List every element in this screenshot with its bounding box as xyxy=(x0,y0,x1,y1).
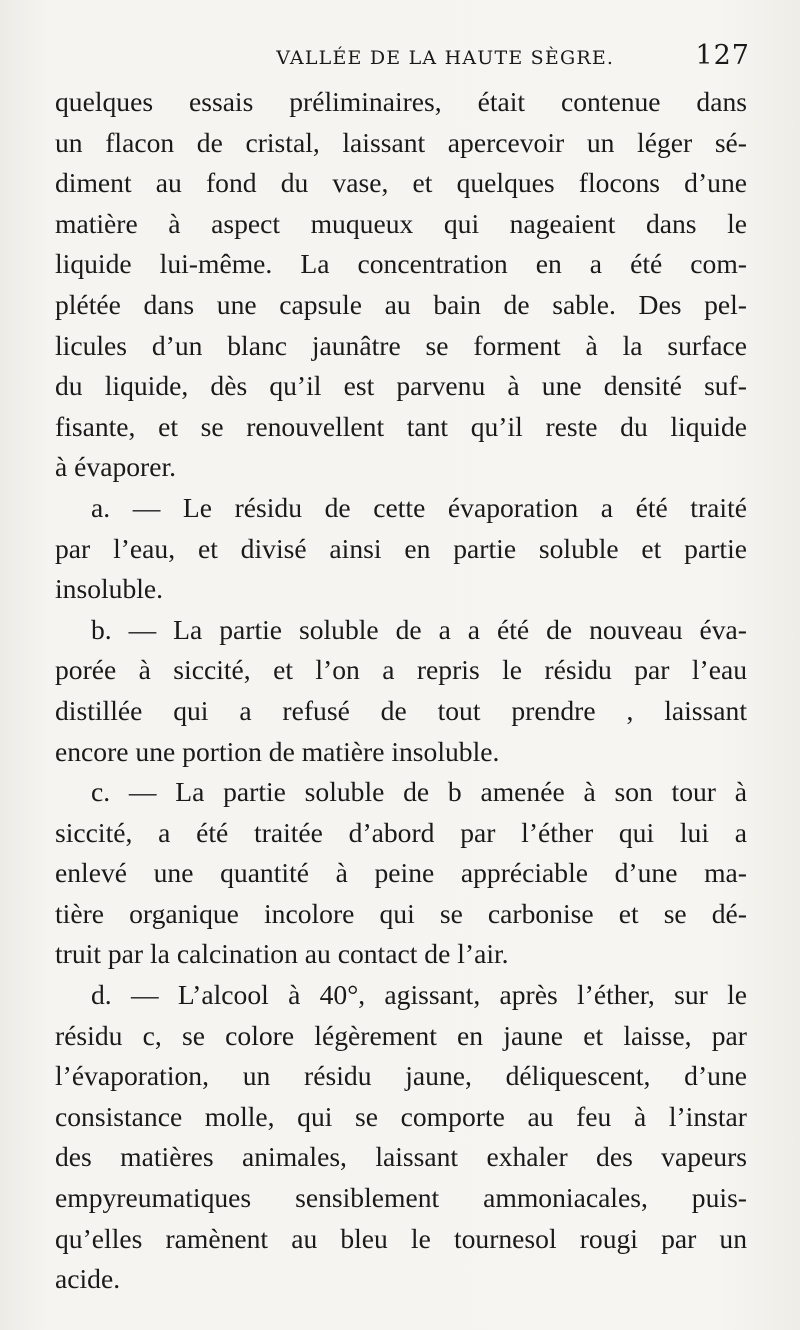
text-line: consistance molle, qui se comporte au feu à l’instar xyxy=(55,1100,747,1132)
running-head: VALLÉE DE LA HAUTE SÈGRE. xyxy=(276,47,615,69)
text-line: des matières animales, laissant exhaler des vapeurs xyxy=(55,1141,747,1173)
text-line: truit par la calcination au contact de l’air. xyxy=(55,938,509,970)
body-text xyxy=(55,82,747,1300)
text-line: liquide lui-même. La concentration en a été com- xyxy=(55,248,747,280)
text-line: tière organique incolore qui se carbonise et se dé- xyxy=(55,897,747,929)
text-line: un flacon de cristal, laissant apercevoir un léger sé- xyxy=(55,126,747,158)
text-line: fisante, et se renouvellent tant qu’il reste du liquide xyxy=(55,410,747,442)
text-line: distillée qui a refusé de tout prendre , laissant xyxy=(55,694,747,726)
text-line: encore une portion de matière insoluble. xyxy=(55,735,500,767)
text-line: siccité, a été traitée d’abord par l’éther qui lui a xyxy=(55,816,747,848)
text-line: matière à aspect muqueux qui nageaient dans le xyxy=(55,207,747,239)
page-header xyxy=(55,40,750,72)
text-line: par l’eau, et divisé ainsi en partie soluble et partie xyxy=(55,532,747,564)
text-line: b. — La partie soluble de a a été de nouveau éva- xyxy=(91,613,747,645)
text-line: l’évaporation, un résidu jaune, déliquescent, d’une xyxy=(55,1060,747,1092)
text-line: quelques essais préliminaires, était contenue dans xyxy=(55,86,747,117)
text-line: du liquide, dès qu’il est parvenu à une densité suf- xyxy=(55,370,747,402)
text-line: à évaporer. xyxy=(55,451,177,483)
text-line: plétée dans une capsule au bain de sable. Des pel- xyxy=(55,288,747,320)
text-line: a. — Le résidu de cette évaporation a été traité xyxy=(91,491,747,523)
text-line: d. — L’alcool à 40°, agissant, après l’éther, sur le xyxy=(91,979,747,1011)
page-number: 127 xyxy=(695,40,750,71)
text-line: insoluble. xyxy=(55,573,164,605)
text-line: c. — La partie soluble de b amenée à son tour à xyxy=(91,776,747,808)
text-line: porée à siccité, et l’on a repris le résidu par l’eau xyxy=(55,654,747,686)
text-line: qu’elles ramènent au bleu le tournesol rougi par un xyxy=(55,1222,747,1254)
text-line: résidu c, se colore légèrement en jaune et laisse, par xyxy=(55,1019,747,1051)
text-line: enlevé une quantité à peine appréciable d’une ma- xyxy=(55,857,747,889)
text-line: licules d’un blanc jaunâtre se forment à la surface xyxy=(55,329,747,361)
text-line: acide. xyxy=(55,1263,121,1295)
text-line: diment au fond du vase, et quelques flocons d’une xyxy=(55,167,747,199)
text-line: empyreumatiques sensiblement ammoniacales, puis- xyxy=(55,1182,747,1214)
